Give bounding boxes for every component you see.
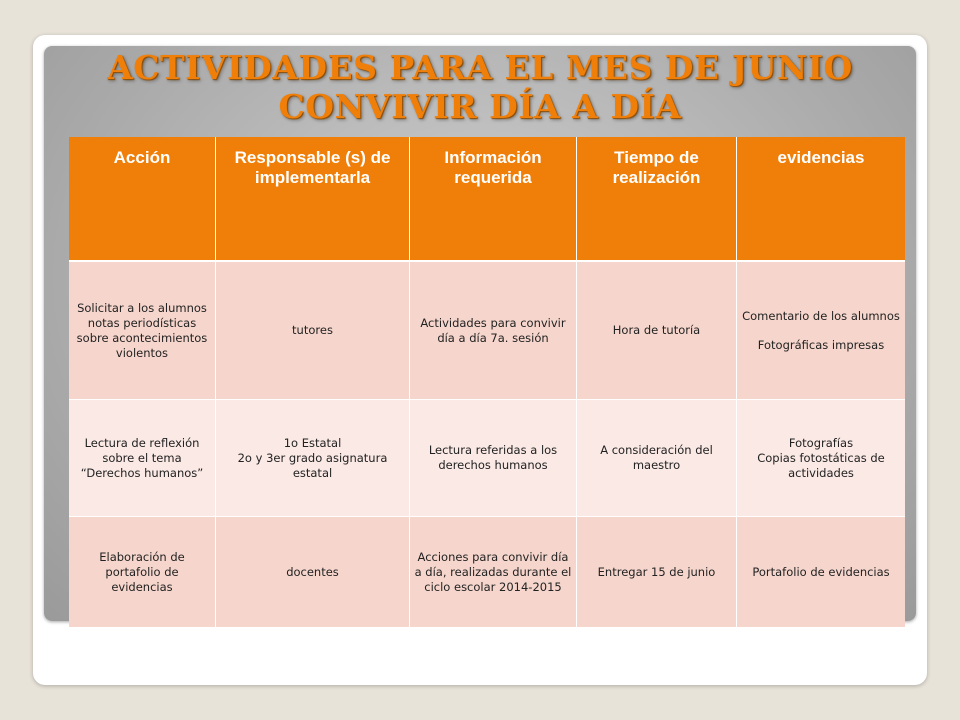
- header-accion: Acción: [69, 137, 216, 262]
- cell-accion: Solicitar a los alumnos notas periodísticas sobre acontecimientos violentos: [69, 262, 216, 400]
- evidencias-line: Fotografías: [788, 435, 854, 450]
- cell-accion: Elaboración de portafolio de evidencias: [69, 517, 216, 628]
- header-informacion: Información requerida: [410, 137, 577, 262]
- header-tiempo: Tiempo de realización: [577, 137, 737, 262]
- slide-title-line-2: CONVIVIR DÍA A DÍA: [278, 87, 682, 126]
- slide-title: [44, 48, 916, 126]
- cell-responsable: docentes: [216, 517, 410, 628]
- cell-tiempo: Entregar 15 de junio: [577, 517, 737, 628]
- cell-accion: Lectura de reflexión sobre el tema “Derechos humanos”: [69, 400, 216, 517]
- cell-informacion: Acciones para convivir día a día, realizadas durante el ciclo escolar 2014-2015: [410, 517, 577, 628]
- header-responsable: Responsable (s) de implementarla: [216, 137, 410, 262]
- table-row: [69, 262, 905, 400]
- cell-tiempo: Hora de tutoría: [577, 262, 737, 400]
- cell-informacion: Actividades para convivir día a día 7a. sesión: [410, 262, 577, 400]
- cell-evidencias: [737, 400, 905, 517]
- responsable-line: 2o y 3er grado asignatura estatal: [237, 450, 388, 480]
- responsable-line: 1o Estatal: [283, 435, 342, 450]
- evidencias-line: Comentario de los alumnos: [742, 308, 900, 323]
- evidencias-line: Copias fotostáticas de actividades: [757, 450, 885, 480]
- cell-evidencias: [737, 262, 905, 400]
- cell-responsable: [216, 400, 410, 517]
- cell-informacion: Lectura referidas a los derechos humanos: [410, 400, 577, 517]
- evidencias-line: Fotográficas impresas: [757, 337, 885, 352]
- header-evidencias: evidencias: [737, 137, 905, 262]
- table-row: [69, 400, 905, 517]
- cell-responsable: tutores: [216, 262, 410, 400]
- table-header-row: [69, 137, 905, 262]
- slide-title-line-1: ACTIVIDADES PARA EL MES DE JUNIO: [107, 48, 853, 87]
- cell-tiempo: A consideración del maestro: [577, 400, 737, 517]
- activities-table: [69, 137, 905, 628]
- table-row: [69, 517, 905, 628]
- cell-evidencias: Portafolio de evidencias: [737, 517, 905, 628]
